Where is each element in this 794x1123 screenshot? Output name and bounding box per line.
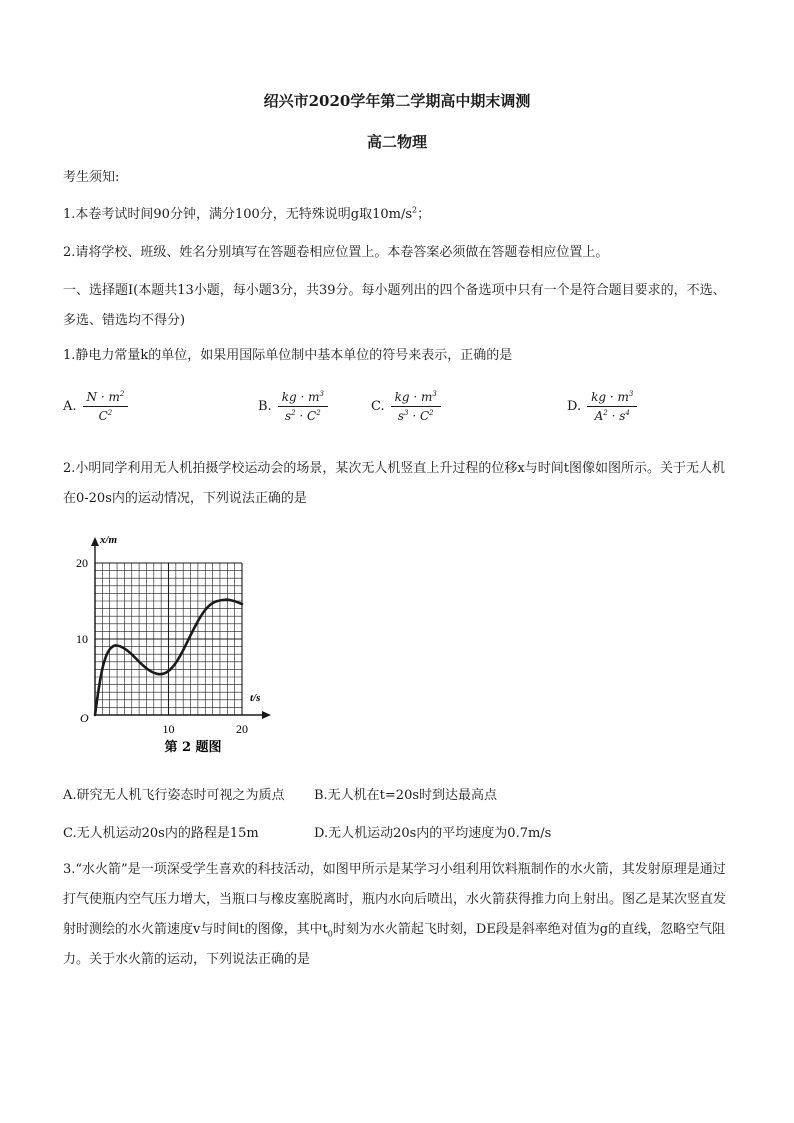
formula: $\frac{kg \cdot m^3}{A^2 \cdot s^4}$ — [587, 390, 637, 423]
origin-label: O — [80, 711, 89, 725]
notice-heading: 考生须知: — [63, 170, 120, 185]
question-1-option-a[interactable]: A. $\frac{N \cdot m^2}{C^2}$ — [63, 390, 128, 423]
x-axis-label: t/s — [250, 692, 261, 704]
question-1-option-c[interactable]: C. $\frac{kg \cdot m^3}{s^3 \cdot C^2}$ — [371, 390, 441, 423]
section-heading: 一、选择题Ⅰ(本题共13小题，每小题3分，共39分。每小题列出的四个备选项中只有一个是符合题目要求的，不选、多选、错选均不得分) — [63, 283, 726, 328]
formula: $\frac{N \cdot m^2}{C^2}$ — [83, 390, 129, 423]
question-2-stem: 2.小明同学利用无人机拍摄学校运动会的场景，某次无人机竖直上升过程的位移x与时间t图像如图所示。关于无人机在0-20s内的运动情况，下列说法正确的是 — [63, 461, 725, 506]
exam-subject: 高二物理 — [366, 133, 427, 151]
y-axis-arrow — [91, 537, 99, 546]
y-tick-label: 10 — [76, 632, 88, 646]
notice-item-2: 2.请将学校、班级、姓名分别填写在答题卷相应位置上。本卷答案必须做在答题卷相应位置上。 — [63, 245, 609, 260]
x-tick-label: 20 — [236, 722, 248, 736]
question-2-option-a[interactable]: A.研究无人机飞行姿态时可视之为质点 — [63, 788, 285, 803]
question-1-option-b[interactable]: B. $\frac{kg \cdot m^3}{s^2 \cdot C^2}$ — [258, 390, 328, 423]
question-1-option-d[interactable]: D. $\frac{kg \cdot m^3}{A^2 \cdot s^4}$ — [567, 390, 637, 423]
question-1-stem: 1.静电力常量k的单位，如果用国际单位制中基本单位的符号来表示，正确的是 — [63, 348, 513, 363]
notice-item-1: 1.本卷考试时间90分钟，满分100分，无特殊说明g取$10m/s^2$； — [63, 205, 431, 222]
question-3-stem: 3.“水火箭”是一项深受学生喜欢的科技活动，如图甲所示是某学习小组利用饮料瓶制作的水火箭，其发射原理是通过打气使瓶内空气压力增大，当瓶口与橡皮塞脱离时，瓶内水向后喷出，水火箭获得推力向上射出。图乙是某次竖直发射时测绘的水火箭速度v与时间t的图像，其中$t_0$时刻为水火箭起飞时刻，DE段是斜率绝对值为g的直线，忽略空气阻力。关于水火箭的运动，下列说法正确的是 — [63, 862, 727, 967]
exam-title: 绍兴市2020学年第二学期高中期末调测 — [263, 92, 531, 110]
formula: $\frac{kg \cdot m^3}{s^3 \cdot C^2}$ — [391, 390, 441, 423]
x-axis-arrow — [262, 711, 271, 719]
formula: $\frac{kg \cdot m^3}{s^2 \cdot C^2}$ — [278, 390, 328, 423]
y-axis-label: x/m — [100, 534, 118, 546]
x-tick-label: 10 — [162, 722, 175, 736]
question-2-option-b[interactable]: B.无人机在t=20s时到达最高点 — [314, 788, 498, 803]
y-tick-label: 20 — [76, 556, 88, 570]
axes — [91, 537, 271, 719]
grid — [95, 563, 242, 715]
xt-graph — [60, 530, 280, 765]
question-2-option-c[interactable]: C.无人机运动20s内的路程是15m — [63, 826, 259, 841]
question-2-option-d[interactable]: D.无人机运动20s内的平均速度为0.7m/s — [314, 826, 552, 841]
figure-caption: 第 2 题图 — [164, 740, 222, 755]
